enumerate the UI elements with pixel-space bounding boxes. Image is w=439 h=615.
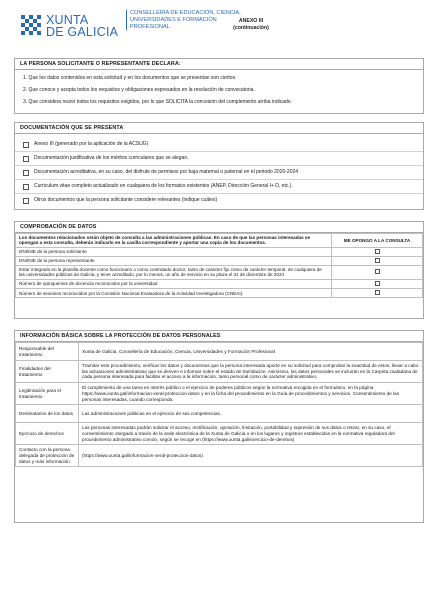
privacy-row-text: El cumplimiento de una tarea en interés público o el ejercicio de poderes públicos según la normativa recogida en el formulario, en la página https://www.xunta.gal/informacion-xeral-proteccion-datos y en la ficha del procedimiento en la Guía de procedimientos y servicios. Consentimiento de las personas interesadas, cuando corresponda. <box>79 383 423 405</box>
document-label: Otros documentos que la persona solicitante considere relevantes (indique cuáles) <box>34 197 218 203</box>
oppose-header: ME OPONGO A LA CONSULTA <box>332 234 423 248</box>
privacy-row <box>16 423 423 445</box>
document-row[interactable] <box>15 194 423 207</box>
verification-row <box>16 247 423 256</box>
verification-row-label: DNI/NIE de la persona representante <box>16 256 332 265</box>
verification-title: COMPROBACIÓN DE DATOS <box>15 222 423 233</box>
xunta-emblem-icon <box>20 14 42 38</box>
oppose-checkbox[interactable] <box>375 249 380 254</box>
privacy-row-label: Contacto con la persona delegada de protección de datos y más información <box>16 445 79 467</box>
document-checkbox[interactable] <box>23 184 29 190</box>
verification-section <box>14 221 424 319</box>
documents-title: DOCUMENTACIÓN QUE SE PRESENTA <box>15 123 423 134</box>
document-checkbox[interactable] <box>23 142 29 148</box>
document-label: Documentación acreditativa, en su caso, del disfrute de permisos por baja maternal o paternal en el periodo 2020-2024 <box>34 169 299 175</box>
declaration-title: LA PERSONA SOLICITANTE O REPRESENTANTE DECLARA: <box>15 59 423 70</box>
privacy-row <box>16 343 423 361</box>
oppose-checkbox[interactable] <box>375 290 380 295</box>
privacy-row-text: Las administraciones públicas en el ejercicio de sus competencias. <box>79 405 423 423</box>
verification-row-label: DNI/NIE de la persona solicitante <box>16 247 332 256</box>
document-row[interactable] <box>15 138 423 152</box>
declaration-item: 1. Que los datos contenidos en esta solicitud y en los documentos que se presentan son ciertos. <box>23 75 237 81</box>
logo-line-1: XUNTA <box>46 13 89 27</box>
document-label: Curriculum vitae completo actualizado en cualquiera de los formatos existentes (ANEP, Dirección General I+ D, etc.). <box>34 183 293 189</box>
privacy-table <box>15 342 423 467</box>
verification-row <box>16 256 423 265</box>
document-label: Anexo III (generado por la aplicación de la ACSUG) <box>34 141 149 147</box>
document-row[interactable] <box>15 166 423 180</box>
privacy-title: INFORMACIÓN BÁSICA SOBRE LA PROTECCIÓN DE DATOS PERSONALES <box>15 331 423 342</box>
annex-title: ANEXO III <box>238 18 264 24</box>
logo-line-2: DE GALICIA <box>46 25 119 39</box>
privacy-row-label: Responsable del tratamiento <box>16 343 79 361</box>
document-row[interactable] <box>15 180 423 194</box>
verification-row <box>16 279 423 288</box>
verification-intro: Los documentos relacionados serán objeto de consulta a las administraciones públicas. En caso de que las personas interesadas se opongan a esta consulta, deberán indicarlo en la casilla correspondiente y aportar una copia de los documentos. <box>16 234 332 248</box>
annex-subtitle: (continuación) <box>233 24 269 31</box>
document-checkbox[interactable] <box>23 198 29 204</box>
privacy-row-label: Destinatarios de los datos <box>16 405 79 423</box>
verification-row-label: Estar integrado en la plantilla docente como funcionario o como contratado doctor, tanto de carácter fijo como de carácter temporal, de cualquiera de las universidades públicas de Galicia, y tener acreditado, por lo menos, un año de servicio en su plaza el 31 de diciembre de 2024 <box>16 266 332 280</box>
privacy-row-label: Legitimación para el tratamiento <box>16 383 79 405</box>
privacy-row <box>16 405 423 423</box>
document-checkbox[interactable] <box>23 170 29 176</box>
document-row[interactable] <box>15 152 423 166</box>
privacy-row-text: (https://www.xunta.gal/informacion-xeral-proteccion-datos) <box>79 445 423 467</box>
verification-row-label: Número de quinquenios de docencia reconocidos por la universidad <box>16 279 332 288</box>
document-label: Documentación justificativa de los méritos curriculares que se alegan. <box>34 155 189 161</box>
xunta-logo <box>20 12 120 48</box>
document-checkbox[interactable] <box>23 156 29 162</box>
department-name: CONSELLERÍA DE EDUCACIÓN, CIENCIA, UNIVERSIDADES E FORMACIÓN PROFESIONAL <box>126 10 246 30</box>
documents-section <box>14 122 424 210</box>
declaration-item: 2. Que conoce y acepta todos los requisitos y obligaciones expresados en la resolución de convocatoria. <box>23 87 255 93</box>
privacy-row-label: Ejercicio de derechos <box>16 423 79 445</box>
privacy-row <box>16 361 423 383</box>
annex-label <box>230 18 272 31</box>
verification-row <box>16 289 423 298</box>
privacy-row-text: Xunta de Galicia. Consellería de Educación, Ciencia, Universidades y Formación Profesional <box>79 343 423 361</box>
oppose-checkbox[interactable] <box>375 269 380 274</box>
privacy-section <box>14 330 424 523</box>
privacy-row-text: Tramitar este procedimiento, verificar los datos y documentos que la persona interesada aporte en su solicitud para comprobar la exactitud de estos, llevar a cabo las actuaciones administrativas que se deriven e informar sobre el estado de tramitación. Asimismo, los datos personales se incluirán en la Carpeta ciudadana de cada persona interesada para facilitar el acceso a la información, tanto personal como de carácter administrativo. <box>79 361 423 383</box>
privacy-row <box>16 383 423 405</box>
privacy-row <box>16 445 423 467</box>
privacy-row-text: Las personas interesadas podrán solicitar el acceso, rectificación, oposición, limitación, portabilidad y supresión de sus datos o retirar, en su caso, el consentimiento otorgado a través de la sede electrónica de la Xunta de Galicia o en los lugares y registros establecidos en la normativa reguladora del procedimiento administrativo común, según se recoge en (https://www.xunta.gal/exercicio-de-dereitos) <box>79 423 423 445</box>
verification-row-label: Número de sexenios reconocidos por la Comisión Nacional Evaluadora de la Actividad Investigadora (CNEAI). <box>16 289 332 298</box>
oppose-checkbox[interactable] <box>375 258 380 263</box>
verification-table <box>15 233 423 298</box>
declaration-section <box>14 58 424 114</box>
declaration-item: 3. Que considera reunir todos los requisitos exigidos, por lo que SOLICITA la concesión del complemento arriba indicado. <box>23 99 292 105</box>
privacy-row-label: Finalidades del tratamiento <box>16 361 79 383</box>
document-header <box>20 8 420 50</box>
oppose-checkbox[interactable] <box>375 281 380 286</box>
verification-row <box>16 266 423 280</box>
